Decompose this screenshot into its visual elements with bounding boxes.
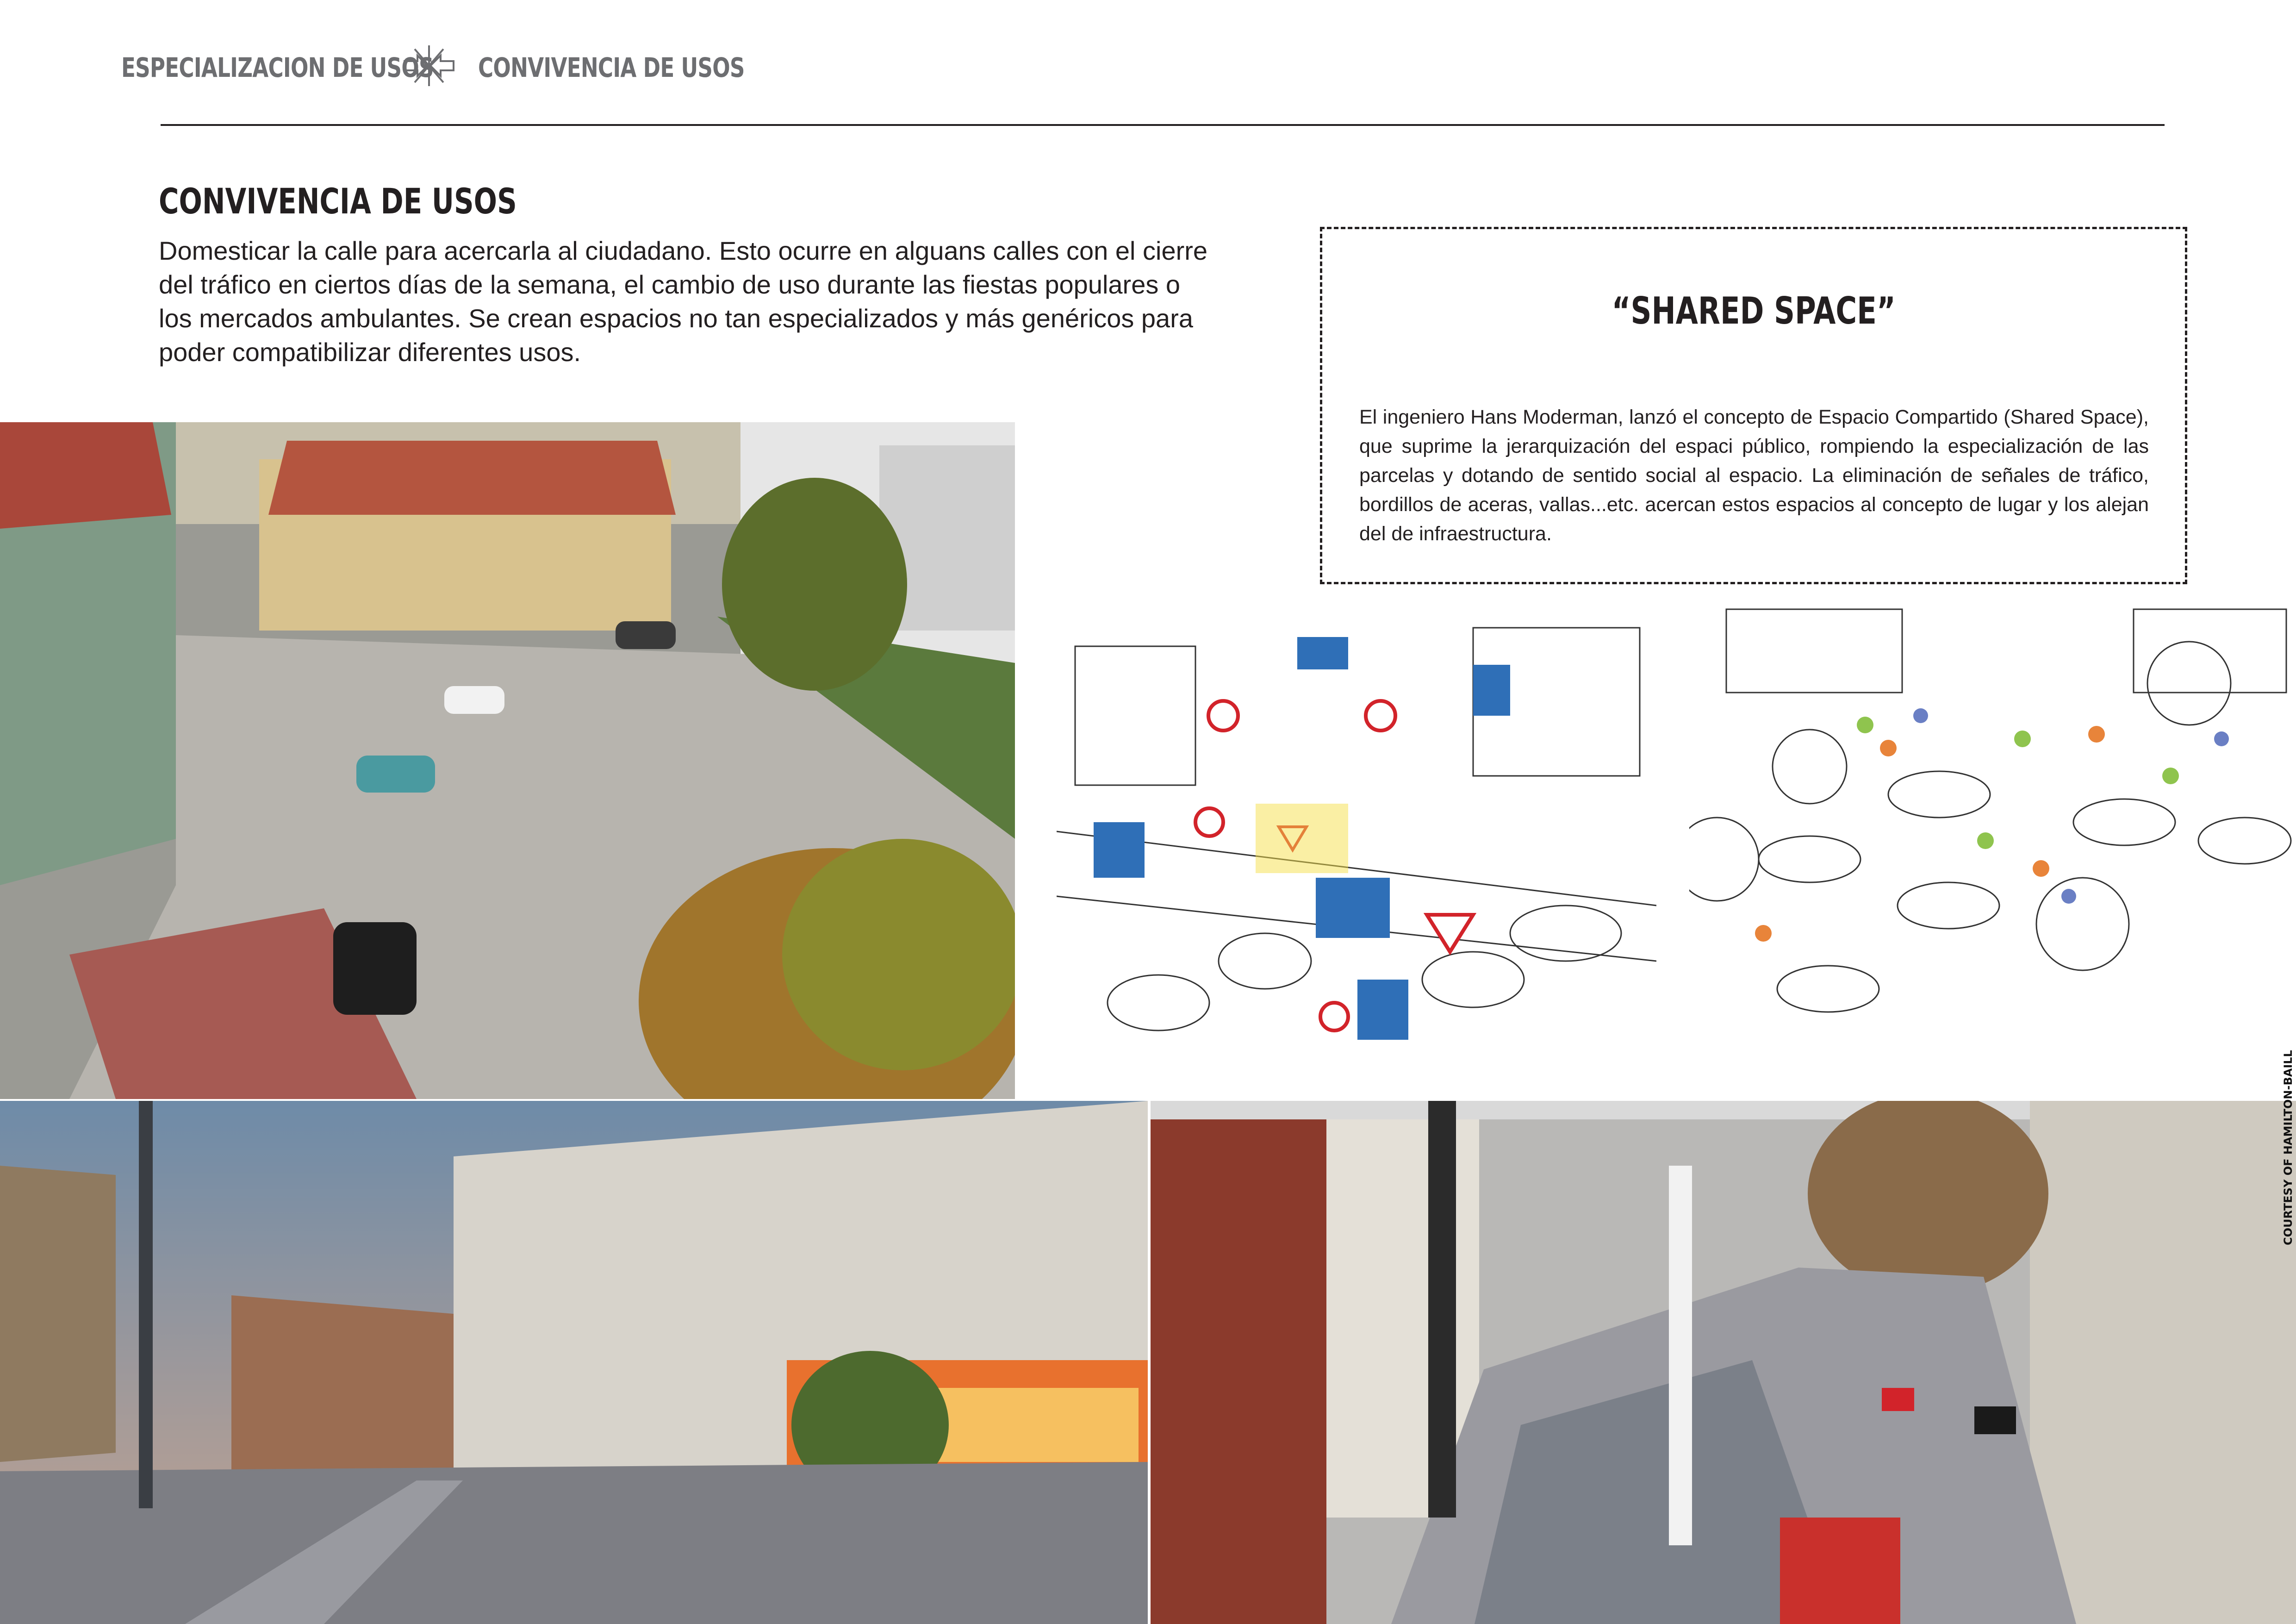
header-right-label: CONVIVENCIA DE USOS: [478, 52, 745, 83]
photo-credit: COURTESY OF HAMILTON-BAILL: [2282, 1050, 2295, 1245]
section-body: Domesticar la calle para acercarla al ciudadano. Esto ocurre en alguans calles con el cierre del tráfico en ciertos días de la semana, el cambio de uso durante las fiestas populares o los mercados ambulantes. Se crean espacios no tan especializados y más genéricos para poder compatibilizar diferentes usos.: [159, 236, 1208, 367]
arrows-exchange-icon: [402, 43, 456, 89]
header-divider: [161, 124, 2165, 126]
traffic-signs-sketch: [1057, 609, 1656, 1070]
town-square-photo: [0, 422, 1015, 1099]
rainy-street-photo: [0, 1101, 1148, 1624]
london-street-photo: [1151, 1101, 2296, 1624]
section-title: CONVIVENCIA DE USOS: [159, 181, 517, 222]
shared-space-sketch: [1689, 600, 2296, 1056]
shared-space-text: El ingeniero Hans Moderman, lanzó el concepto de Espacio Compartido (Shared Space), que suprime la jerarquización del espaci público, rompiendo la especialización de las parcelas y dotando de sentido social al espacio. La eliminación de señales de tráfico, bordillos de aceras, vallas...etc. acercan estos espacios al concepto de lugar y los alejan del de infraestructura.: [1359, 406, 2149, 545]
shared-space-box: [1320, 227, 2187, 584]
header-left-label: ESPECIALIZACION DE USOS: [121, 52, 434, 83]
shared-space-title: “SHARED SPACE”: [1612, 289, 1896, 332]
